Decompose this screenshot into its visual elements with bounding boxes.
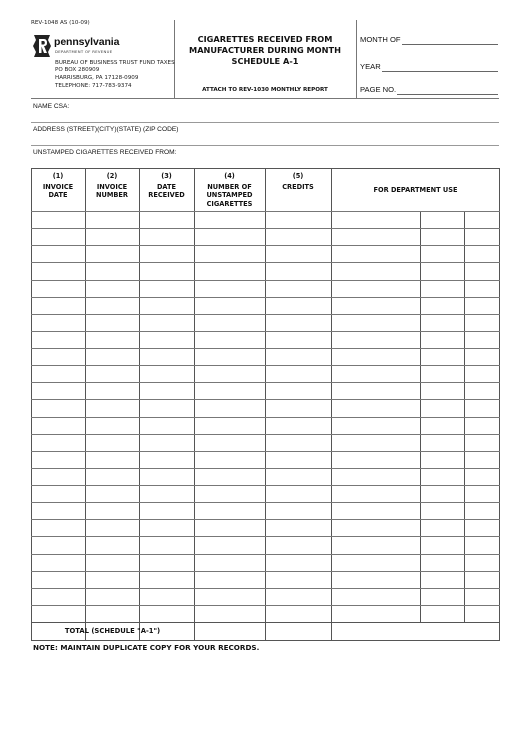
header-divider-left xyxy=(174,20,175,98)
agency-address-line: TELEPHONE: 717-783-9374 xyxy=(55,83,132,89)
form-title xyxy=(176,34,354,67)
table-row[interactable] xyxy=(31,348,500,349)
table-row[interactable] xyxy=(31,331,500,332)
table-row[interactable] xyxy=(31,314,500,315)
col-head-department-use: FOR DEPARTMENT USE xyxy=(373,186,458,194)
col-head-number: (3) xyxy=(161,172,172,180)
table-row[interactable] xyxy=(31,571,500,572)
form-title-line-1: CIGARETTES RECEIVED FROM xyxy=(197,34,333,44)
name-csa-label: NAME CSA: xyxy=(33,103,70,110)
table-row[interactable] xyxy=(31,280,500,281)
table-row[interactable] xyxy=(31,588,500,589)
table-row[interactable] xyxy=(31,434,500,435)
table-row[interactable] xyxy=(31,485,500,486)
header-divider-right xyxy=(356,20,357,98)
agency-address-line: BUREAU OF BUSINESS TRUST FUND TAXES xyxy=(55,60,175,66)
table-row[interactable] xyxy=(31,399,500,400)
logo-department: DEPARTMENT OF REVENUE xyxy=(55,49,113,54)
col-head-label: CREDITS xyxy=(282,182,314,191)
col-head-unstamped-count xyxy=(194,172,265,208)
table-row[interactable] xyxy=(31,382,500,383)
table-row[interactable] xyxy=(31,519,500,520)
table-row[interactable] xyxy=(31,297,500,298)
col-head-invoice-date xyxy=(31,172,85,200)
col-head-date-received xyxy=(139,172,194,200)
col-head-label: DATE RECEIVED xyxy=(148,182,185,199)
col-head-number: (4) xyxy=(224,172,235,180)
table-row[interactable] xyxy=(31,417,500,418)
page-no-label: PAGE NO. xyxy=(360,85,397,94)
month-of-field[interactable] xyxy=(402,44,498,45)
form-title-line-2: MANUFACTURER DURING MONTH xyxy=(189,45,341,55)
attach-instruction: ATTACH TO REV-1030 MONTHLY REPORT xyxy=(202,87,328,93)
name-csa-field[interactable] xyxy=(31,122,499,123)
footer-note: NOTE: MAINTAIN DUPLICATE COPY FOR YOUR RECORDS. xyxy=(33,643,260,652)
total-row-divider xyxy=(31,622,500,623)
form-number: REV-1048 AS (10-09) xyxy=(31,20,90,26)
table-row[interactable] xyxy=(31,262,500,263)
col-head-number: (5) xyxy=(292,172,304,180)
col-head-invoice-number xyxy=(85,172,139,200)
agency-logo xyxy=(32,34,162,60)
address-field[interactable] xyxy=(31,145,499,146)
col-head-label: INVOICE NUMBER xyxy=(95,182,129,199)
table-row[interactable] xyxy=(31,554,500,555)
month-of-label: MONTH OF xyxy=(360,35,401,44)
table-row[interactable] xyxy=(31,365,500,366)
header-bottom-rule xyxy=(31,98,499,99)
unstamped-from-label: UNSTAMPED CIGARETTES RECEIVED FROM: xyxy=(33,149,177,156)
table-row[interactable] xyxy=(31,245,500,246)
table-row[interactable] xyxy=(31,211,500,212)
table-row[interactable] xyxy=(31,451,500,452)
col-head-label: NUMBER OF UNSTAMPED CIGARETTES xyxy=(206,182,253,208)
table-row[interactable] xyxy=(31,502,500,503)
address-label: ADDRESS (STREET)(CITY)(STATE) (ZIP CODE) xyxy=(33,126,179,133)
page-no-field[interactable] xyxy=(397,94,498,95)
logo-wordmark: pennsylvania xyxy=(54,36,120,48)
year-field[interactable] xyxy=(382,71,498,72)
col-head-number: (1) xyxy=(52,172,64,180)
col-head-credits xyxy=(265,172,331,191)
col-head-number: (2) xyxy=(106,172,118,180)
keystone-r-logo-icon xyxy=(32,34,52,58)
year-label: YEAR xyxy=(360,62,381,71)
col-head-label: INVOICE DATE xyxy=(42,182,74,199)
table-row[interactable] xyxy=(31,605,500,606)
table-row[interactable] xyxy=(31,536,500,537)
table-row[interactable] xyxy=(31,228,500,229)
agency-address-line: PO BOX 280909 xyxy=(55,67,100,73)
table-row[interactable] xyxy=(31,468,500,469)
total-label: TOTAL (SCHEDULE "A-1") xyxy=(64,627,161,635)
form-title-line-3: SCHEDULE A-1 xyxy=(231,56,299,66)
agency-address-line: HARRISBURG, PA 17128-0909 xyxy=(55,75,139,81)
